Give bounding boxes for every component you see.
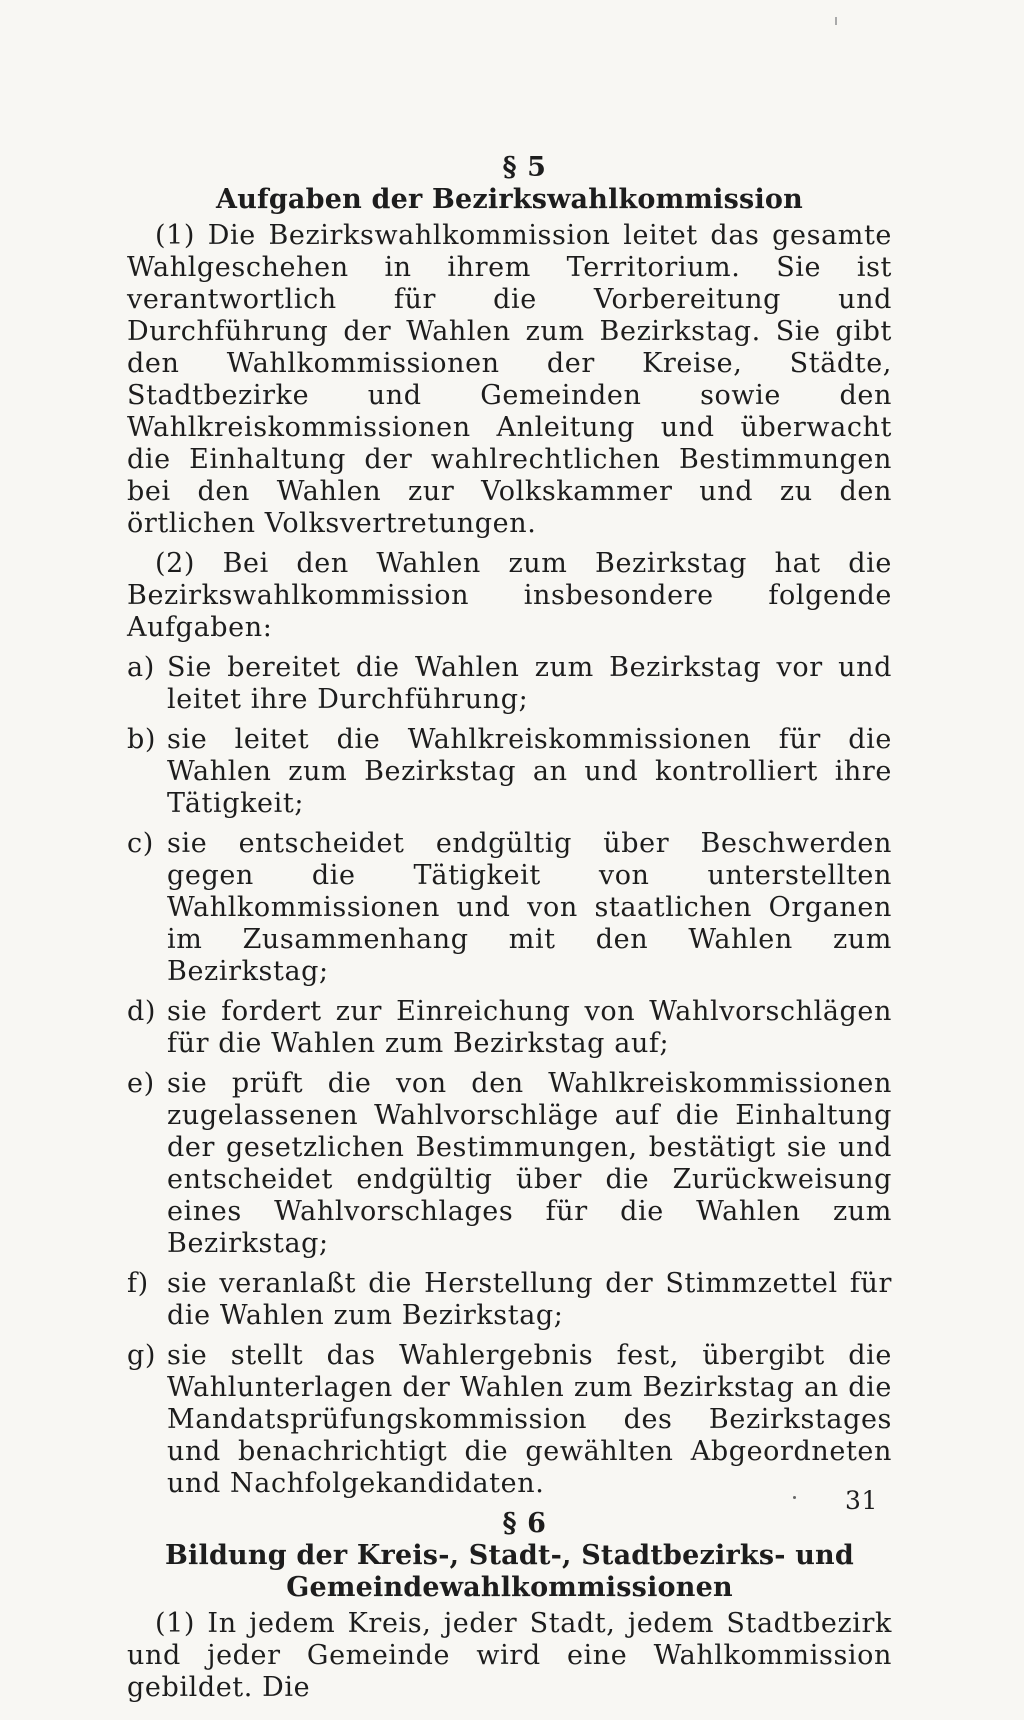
list-item bbox=[127, 724, 892, 820]
section-5-number: § 5 bbox=[502, 152, 547, 183]
list-item-text: sie stellt das Wahlergebnis fest, übergibt die Wahlunterlagen der Wahlen zum Bezirkstag an die Mandatsprüfungskommission des Bezirkstages und benachrichtigt die gewählten Abgeordneten und Nachfolgekandidaten. bbox=[167, 1340, 892, 1499]
list-item-text: sie fordert zur Einreichung von Wahlvorschlägen für die Wahlen zum Bezirkstag auf; bbox=[167, 996, 892, 1059]
section-6-paragraph-1: (1) In jedem Kreis, jeder Stadt, jedem Stadtbezirk und jeder Gemeinde wird eine Wahlkommission gebildet. Die bbox=[127, 1608, 892, 1703]
task-list bbox=[127, 652, 892, 1500]
section-5-paragraph-1: (1) Die Bezirkswahlkommission leitet das gesamte Wahlgeschehen in ihrem Territorium. Sie ist verantwortlich für die Vorbereitung und Durchführung der Wahlen zum Bezirkstag. Sie gibt den Wahlkommissionen der Kreise, Städte, Stadtbezirke und Gemeinden sowie den Wahlkreiskommissionen Anleitung und überwacht die Einhaltung der wahlrechtlichen Bestimmungen bei den Wahlen zur Volkskammer und zu den örtlichen Volksvertretungen. bbox=[127, 220, 892, 539]
list-item-label: d) bbox=[127, 996, 157, 1027]
list-item-label: g) bbox=[127, 1340, 157, 1371]
scan-mark bbox=[835, 17, 837, 25]
list-item-text: sie entscheidet endgültig über Beschwerden gegen die Tätigkeit von unterstellten Wahlkommissionen und von staatlichen Organen im Zusammenhang mit den Wahlen zum Bezirkstag; bbox=[167, 828, 892, 987]
section-6-number: § 6 bbox=[502, 1508, 547, 1539]
list-item bbox=[127, 1068, 892, 1260]
list-item-label: e) bbox=[127, 1068, 155, 1099]
page-body bbox=[127, 152, 892, 1712]
list-item-label: f) bbox=[127, 1268, 149, 1299]
list-item-label: b) bbox=[127, 724, 157, 755]
list-item bbox=[127, 652, 892, 716]
list-item bbox=[127, 828, 892, 988]
list-item-text: sie veranlaßt die Herstellung der Stimmzettel für die Wahlen zum Bezirkstag; bbox=[167, 1268, 892, 1331]
section-5-title: Aufgaben der Bezirkswahlkommission bbox=[216, 184, 803, 215]
section-6-title bbox=[127, 1540, 892, 1604]
section-6-title-line-2: Gemeindewahlkommissionen bbox=[286, 1572, 733, 1603]
list-item bbox=[127, 1340, 892, 1500]
list-item-text: Sie bereitet die Wahlen zum Bezirkstag vor und leitet ihre Durchführung; bbox=[167, 652, 892, 715]
list-item bbox=[127, 996, 892, 1060]
stray-mark bbox=[793, 1496, 796, 1499]
list-item bbox=[127, 1268, 892, 1332]
list-item-label: a) bbox=[127, 652, 155, 683]
section-6-title-line-1: Bildung der Kreis-, Stadt-, Stadtbezirks- und bbox=[165, 1540, 854, 1571]
list-item-label: c) bbox=[127, 828, 154, 859]
list-item-text: sie leitet die Wahlkreiskommissionen für die Wahlen zum Bezirkstag an und kontrolliert ihre Tätigkeit; bbox=[167, 724, 892, 819]
section-5-paragraph-2: (2) Bei den Wahlen zum Bezirkstag hat die Bezirkswahlkommission insbesondere folgende Aufgaben: bbox=[127, 548, 892, 643]
list-item-text: sie prüft die von den Wahlkreiskommissionen zugelassenen Wahlvorschläge auf die Einhaltung der gesetzlichen Bestimmungen, bestätigt sie und entscheidet endgültig über die Zurückweisung eines Wahlvorschlages für die Wahlen zum Bezirkstag; bbox=[167, 1068, 892, 1259]
page-number: 31 bbox=[845, 1486, 879, 1515]
